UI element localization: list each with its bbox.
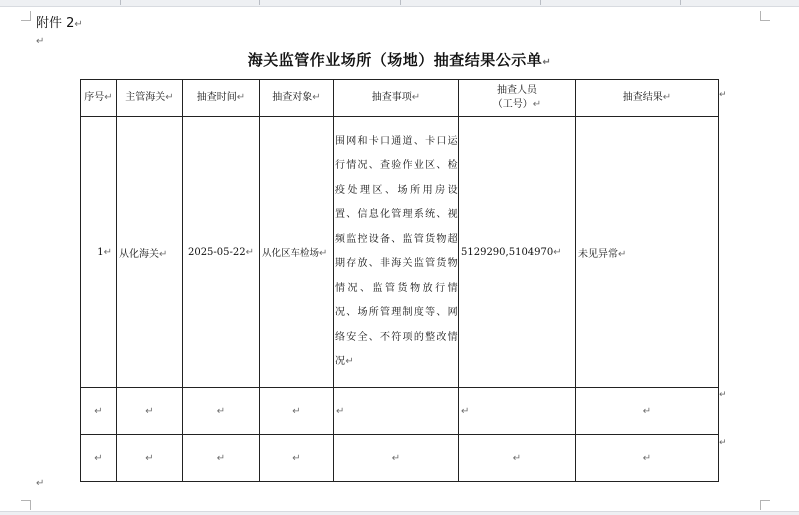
cell-empty: ↵ [117, 388, 183, 435]
header-customs: 主管海关↵ [117, 80, 183, 117]
header-target: 抽查对象↵ [260, 80, 334, 117]
crop-mark-top-left [21, 11, 31, 21]
row-end-marks [719, 78, 727, 475]
row-end-mark: ↵ [719, 390, 727, 400]
cell-seq: 1↵ [81, 117, 117, 388]
ruler-tick [259, 0, 260, 5]
cell-result: 未见异常↵ [576, 117, 719, 388]
table-row [81, 117, 719, 388]
cell-empty: ↵ [576, 435, 719, 482]
row-end-mark: ↵ [719, 90, 727, 100]
cell-empty: ↵ [459, 435, 576, 482]
row-end-mark: ↵ [719, 438, 727, 448]
document-title: 海关监管作业场所（场地）抽查结果公示单↵ [247, 51, 552, 69]
paragraph-mark: ↵ [36, 36, 45, 47]
paragraph-mark: ↵ [36, 478, 45, 489]
page-bottom-edge [0, 511, 799, 515]
attachment-label: 附件 2↵ [36, 16, 83, 31]
cell-inspectors: 5129290,5104970↵ [459, 117, 576, 388]
ruler-tick [120, 0, 121, 5]
ruler-tick [540, 0, 541, 5]
ruler-bar [0, 0, 799, 7]
header-seq: 序号↵ [81, 80, 117, 117]
cell-empty: ↵ [81, 435, 117, 482]
crop-mark-top-right [760, 11, 770, 21]
table-header-row [81, 80, 719, 117]
cell-empty: ↵ [183, 435, 260, 482]
cell-empty: ↵ [576, 388, 719, 435]
cell-empty: ↵ [260, 435, 334, 482]
header-items: 抽查事项↵ [334, 80, 459, 117]
cell-items: 围网和卡口通道、卡口运行情况、查验作业区、检疫处理区、场所用房设置、信息化管理系统、视频监控设备、监管货物超期存放、非海关监管货物情况、监管货物放行情况、场所管理制度等、网络安全、不符项的整改情况↵ [334, 117, 459, 388]
ruler-tick [680, 0, 681, 5]
header-inspectors: 抽查人员 （工号）↵ [459, 80, 576, 117]
cell-empty: ↵ [459, 388, 576, 435]
cell-empty: ↵ [334, 435, 459, 482]
cell-customs: 从化海关↵ [117, 117, 183, 388]
cell-date: 2025-05-22↵ [183, 117, 260, 388]
table-row [81, 388, 719, 435]
cell-empty: ↵ [117, 435, 183, 482]
cell-empty: ↵ [260, 388, 334, 435]
cell-empty: ↵ [334, 388, 459, 435]
cell-target: 从化区车检场↵ [260, 117, 334, 388]
cell-empty: ↵ [183, 388, 260, 435]
results-table [80, 79, 719, 482]
header-date: 抽查时间↵ [183, 80, 260, 117]
cell-empty: ↵ [81, 388, 117, 435]
header-result: 抽查结果↵ [576, 80, 719, 117]
ruler-tick [400, 0, 401, 5]
crop-mark-bottom-left [21, 500, 31, 510]
table-row [81, 435, 719, 482]
crop-mark-bottom-right [760, 500, 770, 510]
